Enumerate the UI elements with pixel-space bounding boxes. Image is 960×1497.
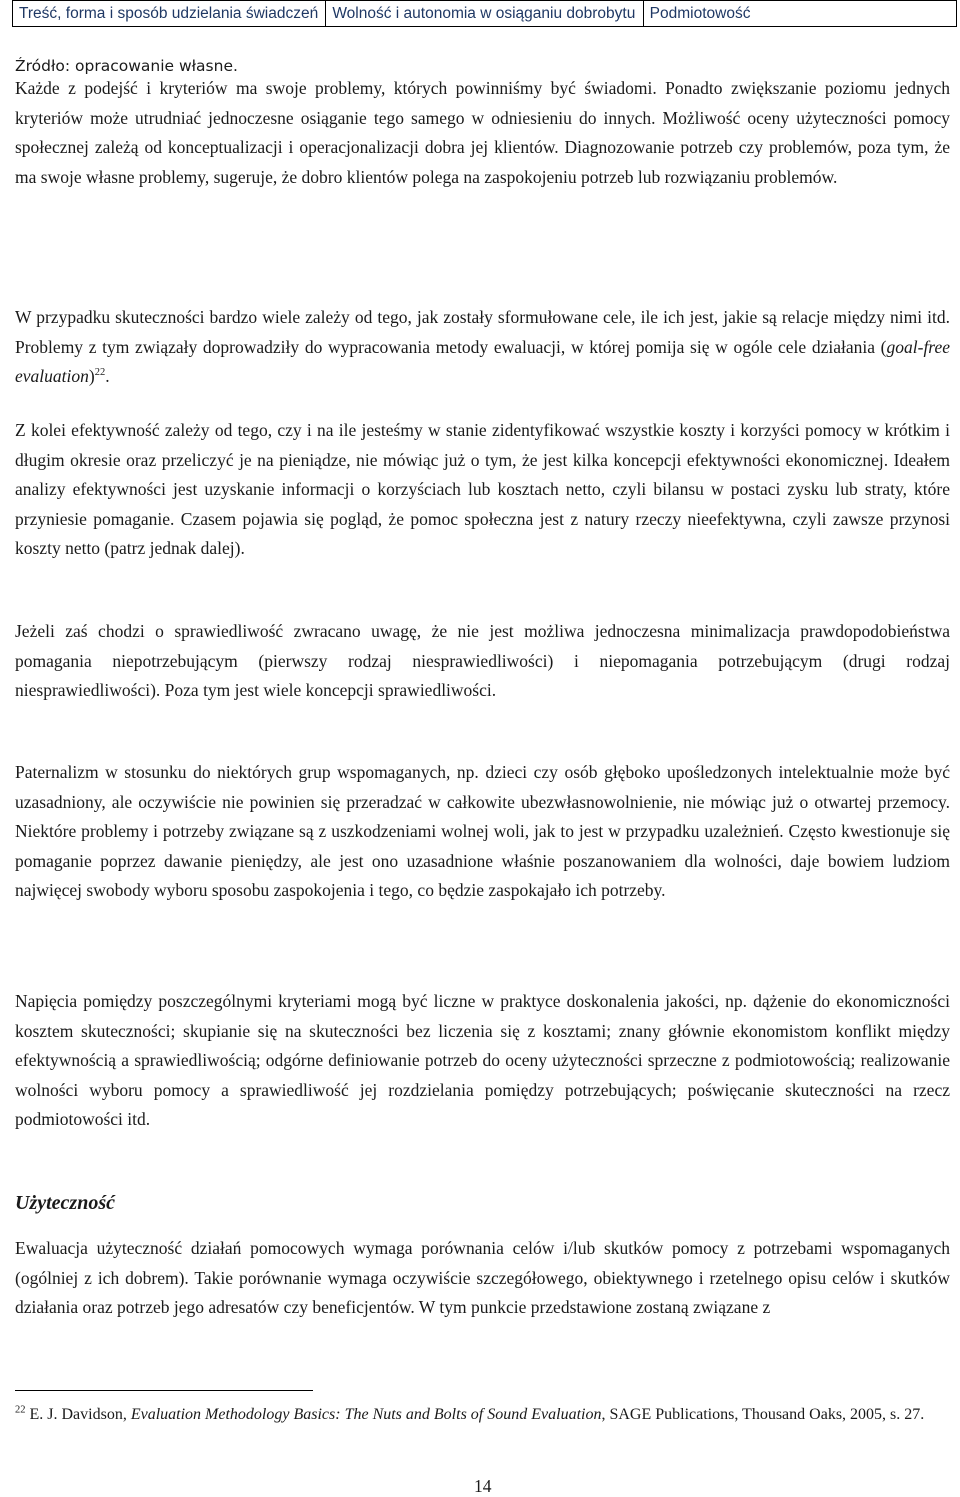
footnote-reference[interactable]: 22 bbox=[94, 367, 106, 379]
footnote-number: 22 bbox=[15, 1404, 26, 1416]
table-cell-subjectivity: Podmiotowość bbox=[643, 1, 956, 27]
footnote-22 bbox=[15, 1404, 950, 1425]
table-cell-content-form: Treść, forma i sposób udzielania świadczeń bbox=[13, 1, 326, 27]
table-row bbox=[13, 1, 957, 27]
table-source-note: Źródło: opracowanie własne. bbox=[15, 57, 238, 75]
page-number: 14 bbox=[474, 1476, 492, 1496]
section-heading-usefulness: Użyteczność bbox=[15, 1192, 115, 1214]
paragraph-text: ) bbox=[88, 366, 95, 386]
footnote-publisher: , SAGE Publications, Thousand Oaks, 2005, s. 27. bbox=[601, 1406, 925, 1423]
criteria-table-fragment bbox=[12, 0, 957, 27]
goal-free-evaluation-term: goal-free evaluation bbox=[15, 336, 950, 386]
paragraph-justice: Jeżeli zaś chodzi o sprawiedliwość zwracano uwagę, że nie jest możliwa jednoczesna minimalizacja prawdopodobieństwa pomagania niepotrzebującym (pierwszy rodzaj niesprawiedliwości) i niepomagania potrzebującym (drugi rodzaj niesprawiedliwości). Poza tym jest wiele koncepcji sprawiedliwości. bbox=[15, 621, 950, 700]
footnote-author: E. J. Davidson, bbox=[25, 1406, 131, 1423]
paragraph-efficiency: Z kolei efektywność zależy od tego, czy i na ile jesteśmy w stanie zidentyfikować wszystkie koszty i korzyści pomocy w krótkim i długim okresie oraz przeliczyć je na pieniądze, nie mówiąc już o tym, że jest kilka koncepcji efektywności ekonomicznej. Ideałem analizy efektywności jest uzyskanie informacji o korzyściach lub kosztach netto, czyli bilansu w postaci zysku lub straty, które przyniesie pomaganie. Czasem pojawia się pogląd, że pomoc społeczna jest z natury rzeczy nieefektywna, czyli zawsze przynosi koszty netto (patrz jednak dalej). bbox=[15, 420, 950, 558]
paragraph-text: W przypadku skuteczności bardzo wiele zależy od tego, jak zostały sformułowane cele, ile ich jest, jakie są relacje między nimi itd. Problemy z tym związały doprowadziły do wypracowania metody ewaluacji, w której pomija się w ogóle cele działania ( bbox=[15, 307, 950, 357]
table-cell-freedom: Wolność i autonomia w osiąganiu dobrobytu bbox=[326, 1, 643, 27]
paragraph-effectiveness bbox=[15, 303, 950, 392]
paragraph-problems: Każde z podejść i kryteriów ma swoje problemy, których powinniśmy być świadomi. Ponadto zwiększanie poziomu jednych kryteriów może utrudniać jednoczesne osiąganie tego samego w odniesieniu do innych. Możliwość oceny użyteczności pomocy społecznej zależą od konceptualizacji i operacjonalizacji dobra jej klientów. Diagnozowanie potrzeb czy problemów, poza tym, że ma swoje własne problemy, sugeruje, że dobro klientów polega na zaspokojeniu potrzeb lub rozwiązaniu problemów. bbox=[15, 78, 950, 187]
paragraph-paternalism: Paternalizm w stosunku do niektórych grup wspomaganych, np. dzieci czy osób głęboko upośledzonych intelektualnie może być uzasadniony, ale oczywiście nie powinien się przeradzać w całkowite ubezwłasnowolnienie, nie mówiąc już o otwartej przemocy. Niektóre problemy i potrzeby związane są z uszkodzeniami wolnej woli, jak to jest w przypadku uzależnień. Często kwestionuje się pomaganie poprzez dawanie pieniędzy, ale jest ono uzasadnione właśnie poszanowaniem dla wolności, daje bowiem ludziom najwięcej swobody wyboru sposobu zaspokojenia i tego, co będzie zaspokajało ich potrzeby. bbox=[15, 762, 950, 900]
paragraph-usefulness-evaluation: Ewaluacja użyteczność działań pomocowych wymaga porównania celów i/lub skutków pomocy z potrzebami wspomaganych (ogólniej z ich dobrem). Takie porównanie wymaga oczywiście szczegółowego, obiektywnego i rzetelnego opisu celów i skutków działania oraz potrzeb jego adresatów czy beneficjentów. W tym punkcie przedstawione zostaną związane z bbox=[15, 1238, 950, 1317]
paragraph-text: . bbox=[105, 366, 110, 386]
paragraph-tensions: Napięcia pomiędzy poszczególnymi kryteriami mogą być liczne w praktyce doskonalenia jakości, np. dążenie do ekonomiczności kosztem skuteczności; skupianie się na skuteczności bez liczenia się z kosztami; znany głównie ekonomistom konflikt między efektywnością a sprawiedliwością; odgórne definiowanie potrzeb do oceny użyteczności sprzeczne z podmiotowością; realizowanie wolności wyboru pomocy a sprawiedliwość jej rozdzielania pomiędzy potrzebujących; poświęcanie skuteczności na rzecz podmiotowości itd. bbox=[15, 991, 950, 1129]
footnote-separator bbox=[15, 1390, 313, 1391]
footnote-book-title: Evaluation Methodology Basics: The Nuts and Bolts of Sound Evaluation bbox=[130, 1406, 602, 1423]
